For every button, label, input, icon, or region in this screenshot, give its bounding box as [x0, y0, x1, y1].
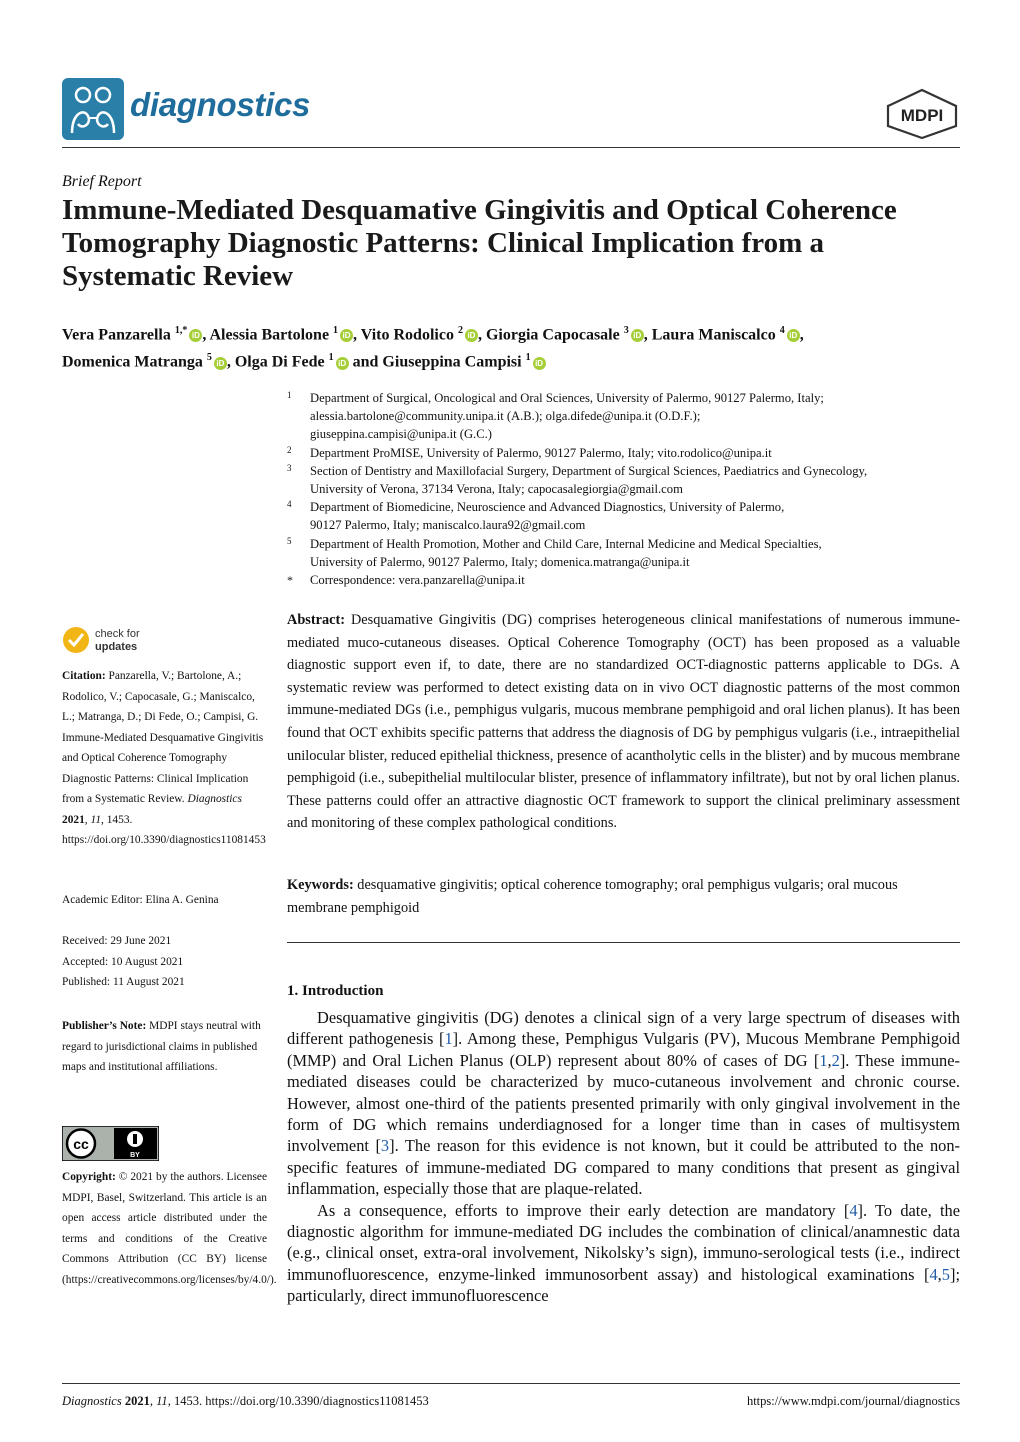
author-name: Domenica Matranga	[62, 353, 203, 371]
header-rule	[62, 147, 960, 148]
abstract: Abstract: Desquamative Gingivitis (DG) comprises heterogeneous clinical manifestations of numerous immune-mediated muco-cutaneous diseases. Optical Coherence Tomography (OCT) has been proposed as a valuable diagnostic support even if, to date, there are no standardized OCT-diagnostic patterns applicable to DGs. A systematic review was performed to detect existing data on in vivo OCT diagnostic patterns of the most common immune-mediated DGs (i.e., pemphigus vulgaris, mucous membrane pemphigoid and oral lichen planus). It has been found that OCT exhibits specific patterns that address the diagnosis of DG by pemphigus vulgaris (i.e., intraepithelial unilocular blister, reduced epithelial thickness, presence of acantholytic cells in the blister) and by mucous membrane pemphigoid (i.e., subepithelial multilocular blister, presence of inflammatory infiltrate), but not by oral lichen planus. These patterns could offer an attractive diagnostic OCT framework to support the clinical preliminary assessment and monitoring of these complex pathological conditions.	[287, 612, 960, 832]
author-name: Vito Rodolico	[360, 326, 454, 344]
publisher-name: MDPI	[900, 106, 944, 125]
author-separator: ,	[799, 326, 804, 344]
affiliation-item	[287, 389, 962, 444]
affiliation-line: Department of Health Promotion, Mother and Child Care, Internal Medicine and Medical Specialties,	[310, 536, 822, 551]
author-affiliation-number: 1	[525, 352, 531, 364]
affiliation-line[interactable]: University of Verona, 37134 Verona, Italy; capocasalegiorgia@gmail.com	[310, 482, 683, 497]
affiliation-number: *	[287, 573, 293, 588]
author-affiliation-number: 5	[206, 352, 212, 364]
affiliations	[287, 389, 962, 589]
orcid-icon[interactable]: iD	[336, 357, 349, 370]
affiliation-line[interactable]: Correspondence: vera.panzarella@unipa.it	[310, 573, 525, 588]
affiliation-item	[287, 462, 962, 498]
paragraph-text: Desquamative gingivitis (DG) denotes a clinical sign of a very large spectrum of diseases with different pathogenesis [	[287, 1008, 960, 1049]
citation-link[interactable]: 2	[831, 1050, 840, 1070]
orcid-icon[interactable]: iD	[787, 329, 800, 342]
academic-editor: Academic Editor: Elina A. Genina	[62, 894, 219, 906]
paragraph-text: ,	[827, 1050, 832, 1070]
paragraph-text: ]; particularly, direct immunofluorescence	[287, 1264, 960, 1306]
author-affiliation-number: 1	[333, 325, 339, 336]
citation-link[interactable]: 4	[849, 1200, 858, 1220]
paragraph-text: As a consequence, efforts to improve their early detection are mandatory [	[317, 1200, 850, 1220]
journal-name: diagnostics	[130, 86, 311, 123]
publisher-note: Publisher’s Note: MDPI stays neutral with regard to jurisdictional claims in published maps and institutional affiliations.	[62, 1020, 261, 1073]
footer-rule	[62, 1383, 960, 1384]
intro-paragraph-2	[287, 1200, 960, 1307]
affiliation-line[interactable]: University of Palermo, 90127 Palermo, Italy; domenica.matranga@unipa.it	[310, 554, 690, 569]
orcid-icon[interactable]: iD	[214, 357, 227, 370]
paragraph-text: ]. These immune-mediated diseases could be characterized by muco-cutaneous involvement and chronic course. However, almost one-third of the patients presented primarily with only gingival involvement in the form of DG which remains underdiagnosed for a longer time than in cases of multisystem involvement [	[287, 1050, 960, 1156]
author-name: Giuseppina Campisi	[382, 353, 522, 371]
affiliation-line[interactable]: giuseppina.campisi@unipa.it (G.C.)	[310, 427, 492, 442]
affiliation-item	[287, 571, 962, 589]
article-title: Immune-Mediated Desquamative Gingivitis and Optical Coherence Tomography Diagnostic Patterns: Clinical Implication from a Systematic Review	[62, 194, 897, 292]
author-separator: ,	[643, 326, 652, 344]
author-name: Giorgia Capocasale	[485, 326, 620, 344]
affiliation-line: Department of Surgical, Oncological and Oral Sciences, University of Palermo, 90127 Palermo, Italy;	[310, 391, 824, 405]
intro-paragraph-1	[287, 1007, 960, 1200]
footer-citation: Diagnostics 2021, 11, 1453. https://doi.org/10.3390/diagnostics11081453	[62, 1394, 429, 1408]
author-separator: ,	[202, 326, 210, 344]
citation-link[interactable]: 4	[929, 1264, 938, 1284]
paragraph-text: ,	[937, 1264, 942, 1284]
paragraph-text: ]. The reason for this evidence is not known, but it could be attributed to the non-specific features of immune-mediated DG compared to many conditions that present as gingival inflammation, especially those that are plaque-related.	[287, 1136, 960, 1199]
affiliation-item	[287, 498, 962, 534]
author-name: Olga Di Fede	[234, 353, 325, 371]
affiliation-line[interactable]: Department ProMISE, University of Palermo, 90127 Palermo, Italy; vito.rodolico@unipa.it	[310, 445, 772, 460]
mdpi-logo	[884, 88, 960, 140]
affiliation-line: Department of Biomedicine, Neuroscience and Advanced Diagnostics, University of Palermo,	[310, 500, 785, 515]
orcid-icon[interactable]: iD	[189, 329, 202, 342]
journal-logo-icon	[62, 78, 124, 140]
affiliation-line: Section of Dentistry and Maxillofacial Surgery, Department of Surgical Sciences, Paediatrics and Gynecology,	[310, 463, 868, 478]
citation-link[interactable]: 3	[380, 1136, 390, 1156]
author-separator: ,	[353, 326, 361, 344]
orcid-icon[interactable]: iD	[533, 357, 546, 370]
svg-text:cc: cc	[73, 1136, 89, 1152]
copyright-block: Copyright: © 2021 by the authors. Licensee MDPI, Basel, Switzerland. This article is an open access article distributed under the terms and conditions of the Creative Commons Attribution (CC BY) license (https://creativecommons.org/licenses/by/4.0/).	[62, 1171, 277, 1286]
accepted-date: Accepted: 10 August 2021	[62, 955, 184, 968]
svg-text:BY: BY	[130, 1152, 140, 1159]
check-for-updates-badge[interactable]	[62, 622, 162, 658]
author-separator: and	[348, 353, 383, 371]
author-name: Alessia Bartolone	[209, 326, 330, 344]
keywords: Keywords: desquamative gingivitis; optical coherence tomography; oral pemphigus vulgaris; oral mucous membrane pemphigoid	[287, 877, 898, 916]
cc-by-license-icon[interactable]	[62, 1126, 159, 1161]
svg-text:check for: check for	[95, 628, 140, 640]
introduction-text	[287, 1007, 960, 1307]
author-name: Vera Panzarella	[62, 326, 171, 344]
author-list	[62, 319, 962, 374]
orcid-icon[interactable]: iD	[340, 329, 353, 342]
section-heading: 1. Introduction	[287, 983, 384, 999]
published-date: Published: 11 August 2021	[62, 976, 185, 988]
svg-text:updates: updates	[95, 641, 138, 653]
footer-url[interactable]: https://www.mdpi.com/journal/diagnostics	[746, 1394, 960, 1408]
citation-link[interactable]: 5	[941, 1264, 950, 1284]
citation-link[interactable]: 1	[444, 1029, 453, 1049]
orcid-icon[interactable]: iD	[465, 329, 478, 342]
affiliation-number: 5	[287, 535, 292, 546]
author-affiliation-number: 4	[779, 325, 785, 336]
orcid-icon[interactable]: iD	[631, 329, 644, 342]
affiliation-item	[287, 444, 962, 462]
citation-block: Citation: Panzarella, V.; Bartolone, A.; Rodolico, V.; Capocasale, G.; Maniscalco, L.; Matranga, D.; Di Fede, O.; Campisi, G. Immune-Mediated Desquamative Gingivitis and Optical Coherence Tomography Diagnostic Patterns: Clinical Implication from a Systematic Review. Diagnostics 2021, 11, 1453. https://doi.org/10.3390/diagnostics11081453	[62, 670, 266, 846]
affiliation-line[interactable]: 90127 Palermo, Italy; maniscalco.laura92@gmail.com	[310, 518, 586, 533]
author-name: Laura Maniscalco	[651, 326, 776, 344]
author-affiliation-number: 2	[457, 325, 463, 336]
author-affiliation-number: 3	[623, 325, 629, 336]
affiliation-number: 1	[287, 390, 292, 400]
received-date: Received: 29 June 2021	[62, 935, 172, 947]
author-affiliation-number: 1,*	[174, 325, 188, 336]
article-type: Brief Report	[62, 173, 142, 190]
affiliation-item	[287, 535, 962, 571]
paragraph-text: ]. Among these, Pemphigus Vulgaris (PV), Mucous Membrane Pemphigoid (MMP) and Oral Lichen Planus (OLP) represent about 80% of cases of DG [	[287, 1029, 960, 1070]
author-separator: ,	[226, 353, 235, 371]
affiliation-line[interactable]: alessia.bartolone@community.unipa.it (A.B.); olga.difede@unipa.it (O.D.F.);	[310, 409, 701, 424]
affiliation-number: 2	[287, 444, 292, 455]
author-affiliation-number: 1	[328, 352, 334, 364]
dates-block	[62, 931, 267, 993]
affiliation-number: 3	[287, 462, 292, 473]
affiliation-number: 4	[287, 499, 292, 510]
citation-link[interactable]: 1	[819, 1050, 828, 1070]
abstract-rule	[287, 942, 960, 943]
author-separator: ,	[477, 326, 486, 344]
paragraph-text: ]. To date, the diagnostic algorithm for immune-mediated DG includes the combination of clinical/anamnestic data (e.g., clinical onset, extra-oral involvement, Nikolsky’s sign), immuno-serological tests (i.e., indirect immunofluorescence, enzyme-linked immunosorbent assay) and histological examinations [	[287, 1200, 960, 1284]
